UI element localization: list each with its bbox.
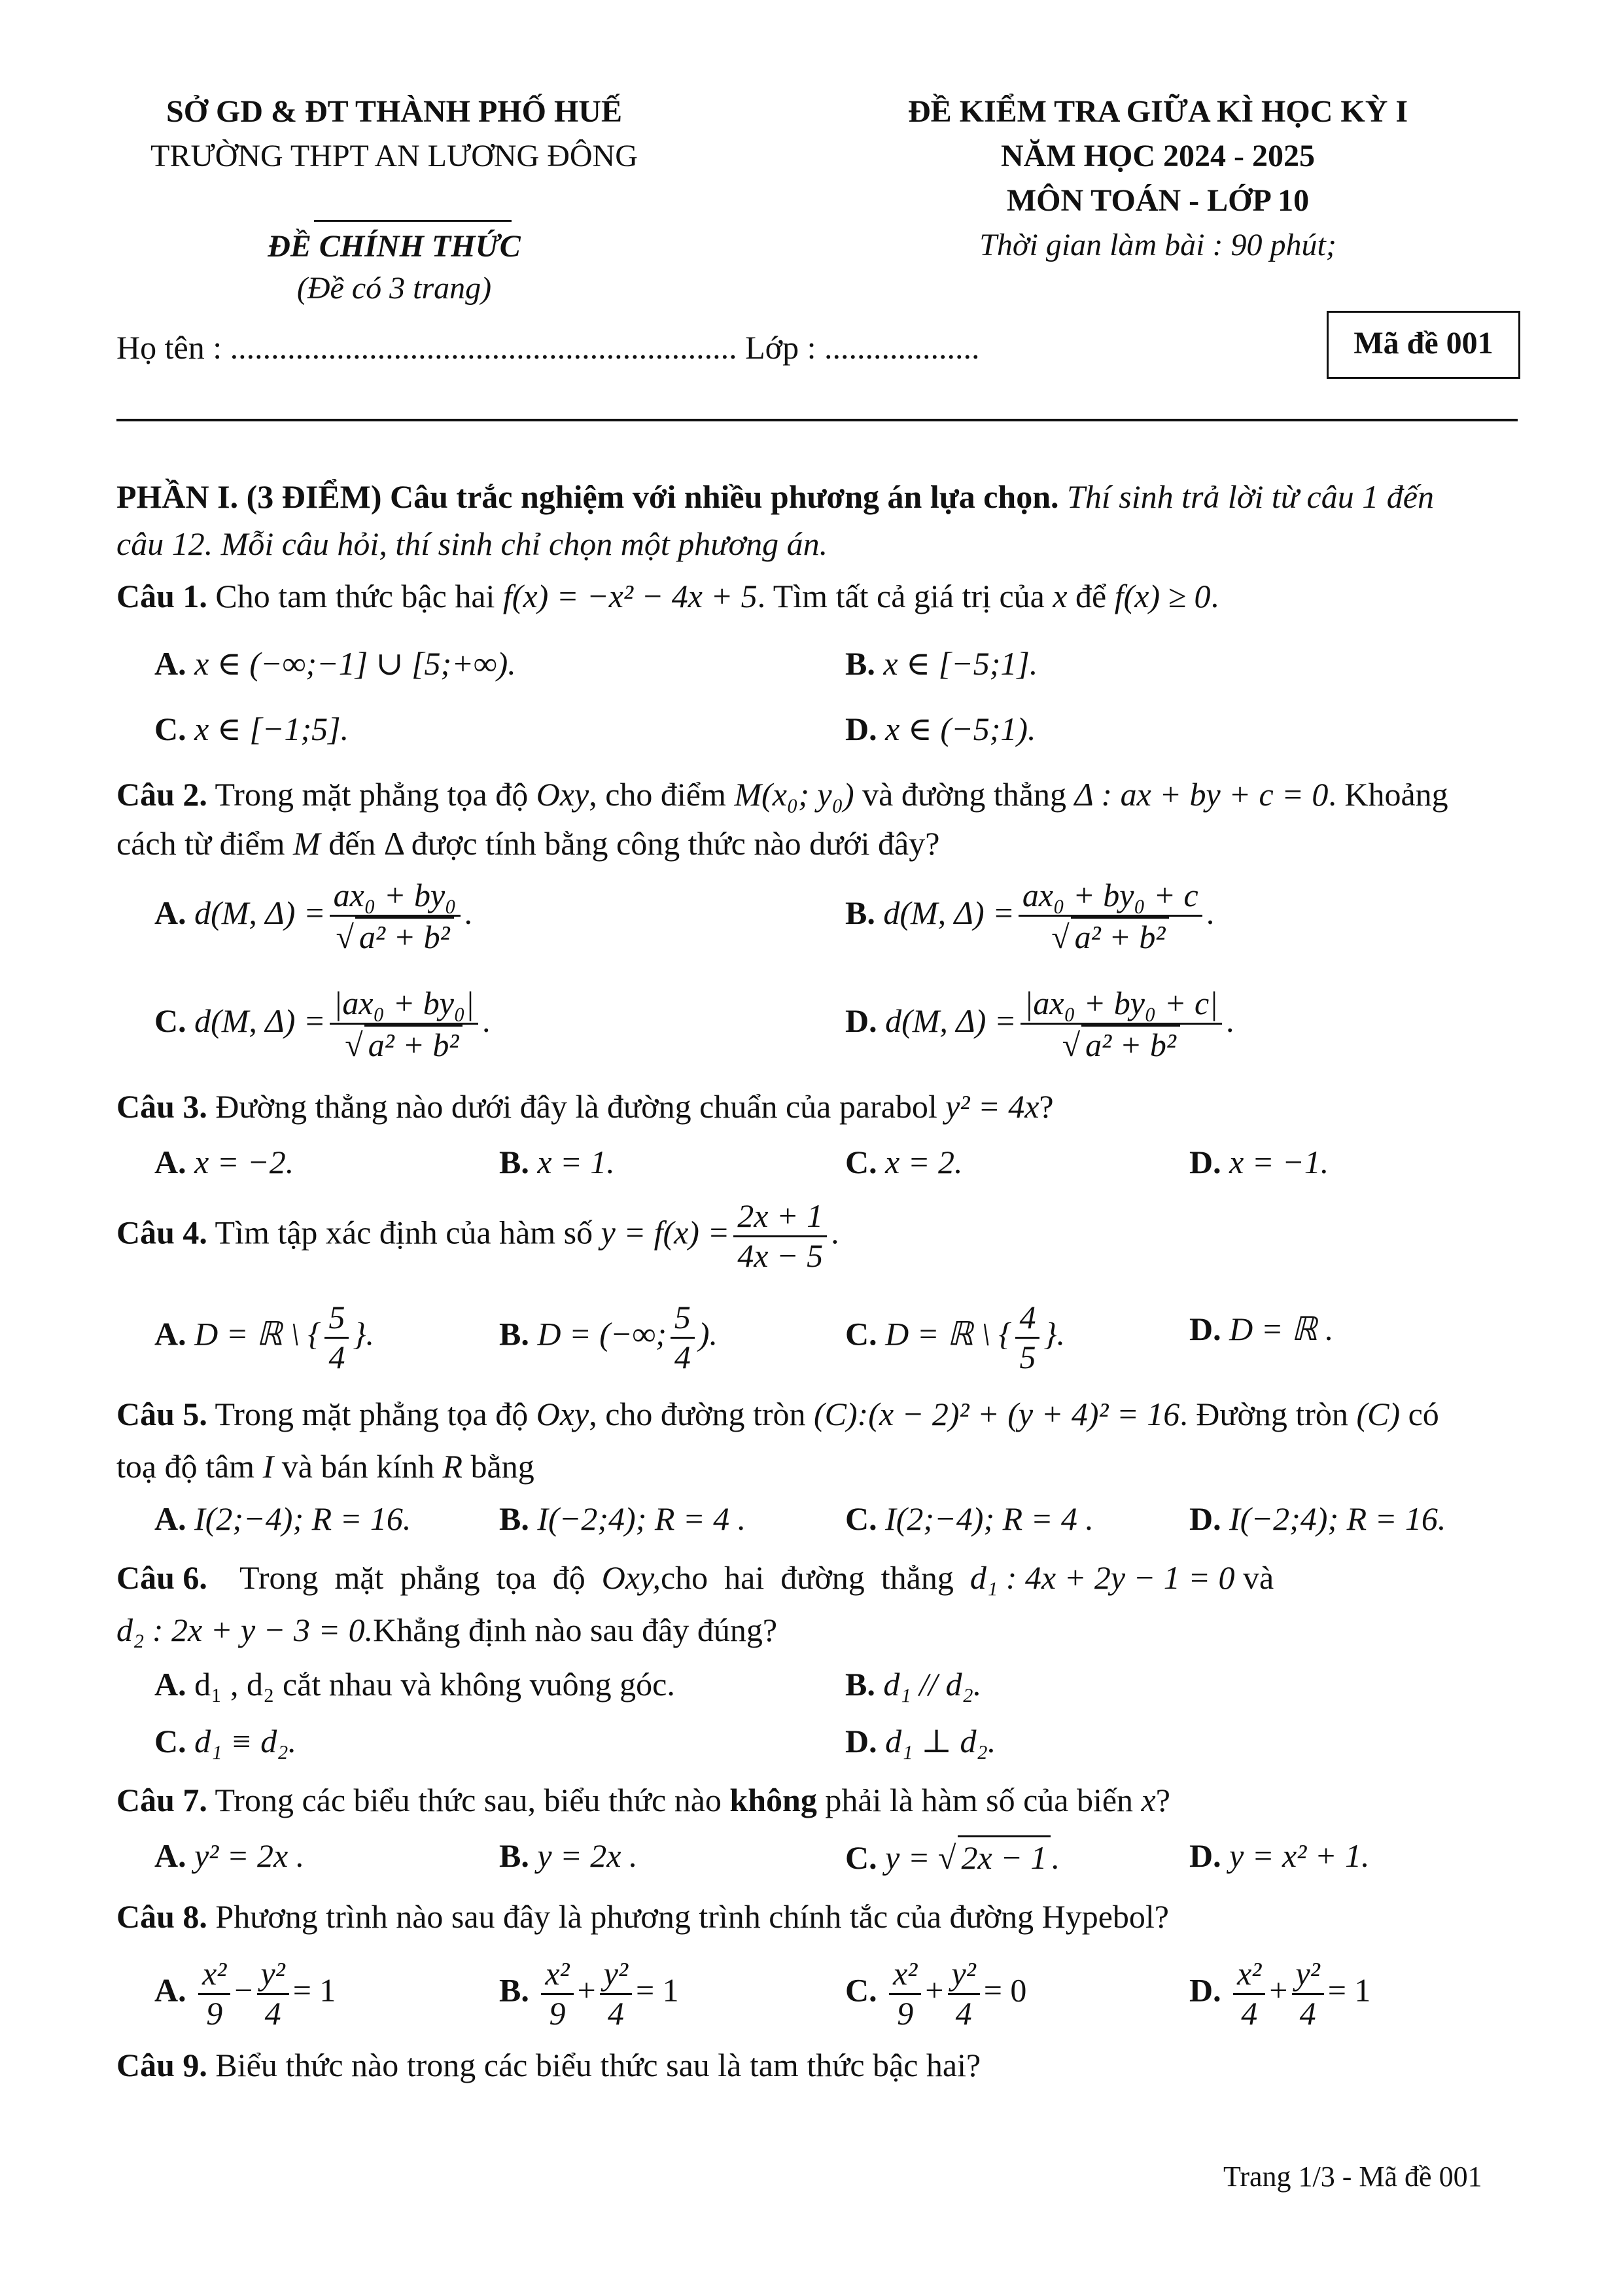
punctuation: . — [1206, 894, 1215, 931]
numerator: x² — [889, 1955, 921, 1995]
question-3 — [116, 1086, 1054, 1127]
question-5 — [116, 1394, 1439, 1434]
option-label: B. — [845, 645, 875, 682]
question-2 — [116, 774, 1448, 815]
q1-option-b — [845, 643, 1038, 684]
question-text: Trong mặt phẳng tọa độ — [239, 1559, 602, 1596]
part1-title-bold: PHẦN I. (3 ĐIỂM) Câu trắc nghiệm với nhiều phương án lựa chọn. — [116, 478, 1059, 515]
option-label: A. — [154, 1144, 186, 1180]
option-label: D. — [1189, 1500, 1221, 1537]
option-label: A. — [154, 1971, 186, 2009]
option-label: A. — [154, 1666, 186, 1703]
option-label: C. — [154, 1723, 186, 1759]
denominator: 4 — [264, 1994, 281, 2032]
fraction — [948, 1955, 980, 2032]
question-text: . Đường tròn — [1179, 1396, 1357, 1432]
question-label: Câu 2. — [116, 776, 207, 813]
q6-option-a — [154, 1664, 675, 1704]
sqrt-icon: √ — [1062, 1026, 1081, 1063]
numerator: 4 — [1015, 1299, 1039, 1339]
question-text: Khẳng định nào sau đây đúng? — [373, 1612, 778, 1648]
option-value: I(−2;4); R = 4 . — [537, 1500, 746, 1537]
part1-instruction-2: câu 12. Mỗi câu hỏi, thí sinh chỉ chọn một phương án. — [116, 525, 828, 562]
denominator: 4 — [1299, 1994, 1316, 2032]
q6-option-c — [154, 1721, 296, 1761]
school-year: NĂM HỌC 2024 - 2025 — [1001, 139, 1315, 173]
denominator: 9 — [549, 1994, 566, 2032]
option-label: B. — [499, 1971, 529, 2009]
option-label: D. — [845, 1002, 877, 1039]
math-expression: M(x₀; y₀) — [734, 776, 854, 813]
option-label: C. — [845, 1839, 877, 1876]
numerator: |ax₀ + by₀| — [330, 985, 478, 1025]
fraction — [1015, 1299, 1039, 1376]
numerator: ax₀ + by₀ + c — [1019, 877, 1202, 917]
option-value: d₁ ≡ d₂. — [194, 1723, 297, 1759]
question-label: Câu 6. — [116, 1559, 207, 1596]
option-value: d₁ // d₂. — [883, 1666, 982, 1703]
option-value: I(−2;4); R = 16. — [1229, 1500, 1446, 1537]
math-var: M — [293, 825, 321, 862]
option-value: d₁ , d₂ cắt nhau và không vuông góc. — [194, 1666, 675, 1703]
option-label: D. — [1189, 1144, 1221, 1180]
fraction — [330, 877, 461, 956]
denominator: 4 — [328, 1338, 345, 1375]
math-expression: y² = 4x — [945, 1088, 1039, 1125]
fraction — [889, 1955, 921, 2032]
page-footer: Trang 1/3 - Mã đề 001 — [1223, 2161, 1482, 2193]
q1-option-a — [154, 643, 516, 684]
exam-title: ĐỀ KIỂM TRA GIỮA KÌ HỌC KỲ I — [907, 94, 1408, 129]
q4-option-c — [845, 1299, 1065, 1376]
equation-rhs: = 1 — [635, 1971, 679, 2009]
math-expression: d₁ : 4x + 2y − 1 = 0 — [969, 1559, 1235, 1596]
math-expression: f(x) ≥ 0 — [1114, 578, 1211, 614]
numerator: x² — [198, 1955, 230, 1995]
math-expression: d(M, Δ) = — [883, 894, 1015, 931]
math-expression: D = (−∞; — [537, 1315, 667, 1352]
option-label: C. — [154, 1002, 186, 1039]
question-7 — [116, 1780, 1170, 1820]
option-label: B. — [499, 1837, 529, 1874]
math-expression: y = — [885, 1839, 930, 1876]
fraction — [257, 1955, 289, 2032]
math-expression: }. — [1043, 1315, 1065, 1352]
option-value: x ∈ (−∞;−1] ∪ [5;+∞). — [194, 645, 516, 682]
option-label: D. — [1189, 1837, 1221, 1874]
radicand: a² + b² — [1071, 917, 1170, 957]
denominator: 4x − 5 — [737, 1237, 824, 1274]
fraction — [600, 1955, 632, 2032]
punctuation: . — [831, 1214, 839, 1251]
question-text: Trong mặt phẳng tọa độ — [207, 776, 536, 813]
fraction — [330, 985, 478, 1064]
question-label: Câu 9. — [116, 2047, 207, 2083]
denominator: 9 — [206, 1994, 223, 2032]
math-expression: }. — [353, 1315, 374, 1352]
q2-option-d — [845, 985, 1234, 1064]
math-var: I — [262, 1448, 274, 1485]
question-text: , cho đường tròn — [589, 1396, 814, 1432]
math-expression: D = ℝ \ { — [885, 1315, 1012, 1352]
radicand: a² + b² — [364, 1025, 463, 1065]
option-label: B. — [845, 894, 875, 931]
fraction — [1021, 985, 1222, 1064]
math-var: x — [1053, 578, 1068, 614]
question-text: Đường thẳng nào dưới đây là đường chuẩn của parabol — [207, 1088, 946, 1125]
question-label: Câu 3. — [116, 1088, 207, 1125]
option-label: A. — [154, 1500, 186, 1537]
option-value: x = 2. — [885, 1144, 963, 1180]
q5-option-a — [154, 1498, 411, 1539]
question-text: , cho điểm — [589, 776, 735, 813]
fraction — [541, 1955, 573, 2032]
option-label: C. — [845, 1144, 877, 1180]
option-label: D. — [1189, 1311, 1221, 1347]
operator: + — [925, 1971, 944, 2009]
math-expression: f(x) = −x² − 4x + 5 — [502, 578, 758, 614]
option-label: C. — [154, 711, 186, 747]
name-class-line: Họ tên : .............................................................. Lớp : ................... — [116, 329, 980, 366]
q8-option-c — [845, 1955, 1026, 2032]
q5-option-b — [499, 1498, 746, 1539]
question-label: Câu 7. — [116, 1782, 207, 1818]
numerator: |ax₀ + by₀ + c| — [1021, 985, 1222, 1025]
question-text: và — [1234, 1559, 1274, 1596]
option-value: x = −2. — [194, 1144, 294, 1180]
math-expression: d₂ : 2x + y − 3 = 0. — [116, 1612, 374, 1648]
question-5-line2 — [116, 1446, 534, 1487]
question-label: Câu 5. — [116, 1396, 207, 1432]
math-expression: ). — [698, 1315, 718, 1352]
q3-option-a — [154, 1142, 294, 1182]
punctuation: . — [1051, 1839, 1059, 1876]
q3-option-b — [499, 1142, 615, 1182]
equation-rhs: = 1 — [1327, 1971, 1371, 2009]
denominator — [1021, 1025, 1222, 1065]
question-text: bằng — [462, 1448, 534, 1485]
denominator: 9 — [897, 1994, 914, 2032]
math-var: Oxy — [536, 1396, 589, 1432]
question-label: Câu 1. — [116, 578, 207, 614]
option-value: x ∈ [−1;5]. — [194, 711, 349, 747]
q8-option-a — [154, 1955, 336, 2032]
subject: MÔN TOÁN - LỚP 10 — [1006, 183, 1310, 218]
option-label: D. — [845, 1723, 877, 1759]
option-label: C. — [845, 1315, 877, 1352]
question-text: cho hai đường thẳng — [660, 1559, 970, 1596]
question-2-line2 — [116, 823, 939, 864]
math-expression: d(M, Δ) = — [194, 894, 326, 931]
math-expression: d(M, Δ) = — [885, 1002, 1017, 1039]
sqrt-icon: √ — [938, 1839, 956, 1876]
option-value: D = ℝ . — [1229, 1311, 1334, 1347]
q5-option-d — [1189, 1498, 1446, 1539]
school-name: TRƯỜNG THPT AN LƯƠNG ĐÔNG — [150, 139, 638, 173]
denominator — [330, 917, 461, 957]
question-text: . — [1210, 578, 1219, 614]
q3-option-c — [845, 1142, 963, 1182]
q4-option-a — [154, 1299, 374, 1376]
exam-code: Mã đề 001 — [1353, 326, 1493, 361]
radicand: 2x − 1 — [958, 1835, 1051, 1878]
option-label: C. — [845, 1500, 877, 1537]
question-text: . Khoảng — [1328, 776, 1448, 813]
question-text: Trong mặt phẳng tọa độ — [207, 1396, 536, 1432]
math-expression: y = f(x) = — [601, 1214, 730, 1251]
part1-instruction-1: Thí sinh trả lời từ câu 1 đến — [1058, 478, 1434, 515]
option-label: A. — [154, 645, 186, 682]
option-value: I(2;−4); R = 16. — [194, 1500, 411, 1537]
option-label: A. — [154, 1837, 186, 1874]
q8-option-d — [1189, 1955, 1370, 2032]
q2-option-a — [154, 877, 472, 956]
question-text: Phương trình nào sau đây là phương trình chính tắc của đường Hypebol? — [207, 1898, 1169, 1935]
q7-option-b — [499, 1835, 637, 1876]
sqrt-icon: √ — [345, 1026, 363, 1063]
question-text: và đường thẳng — [854, 776, 1075, 813]
denominator: 4 — [955, 1994, 972, 2032]
numerator: y² — [257, 1955, 289, 1995]
question-9 — [116, 2045, 981, 2085]
denominator: 4 — [1241, 1994, 1258, 2032]
sqrt-icon: √ — [1051, 918, 1070, 955]
q6-option-b — [845, 1664, 981, 1704]
math-var: Oxy, — [601, 1559, 661, 1596]
denominator — [1019, 917, 1202, 957]
question-1 — [116, 576, 1219, 616]
q4-option-d — [1189, 1309, 1334, 1349]
dept-name: SỞ GD & ĐT THÀNH PHỐ HUẾ — [166, 94, 622, 129]
question-text: . Tìm tất cả giá trị của — [757, 578, 1053, 614]
question-text: Trong các biểu thức sau, biểu thức nào — [207, 1782, 730, 1818]
radicand: a² + b² — [355, 917, 454, 957]
q2-option-b — [845, 877, 1214, 956]
official-label: ĐỀ CHÍNH THỨC — [268, 229, 521, 264]
numerator: y² — [1292, 1955, 1324, 1995]
q5-option-c — [845, 1498, 1094, 1539]
option-label: B. — [499, 1315, 529, 1352]
math-expression: d(M, Δ) = — [194, 1002, 326, 1039]
option-label: B. — [499, 1144, 529, 1180]
question-label: Câu 4. — [116, 1214, 207, 1251]
radicand: a² + b² — [1081, 1025, 1180, 1065]
option-value: x = −1. — [1229, 1144, 1329, 1180]
sqrt-icon: √ — [336, 918, 354, 955]
question-text: phải là hàm số của biến — [816, 1782, 1142, 1818]
question-6-line2 — [116, 1610, 777, 1650]
equation-rhs: = 1 — [292, 1971, 336, 2009]
denominator: 5 — [1019, 1338, 1036, 1375]
option-label: A. — [154, 894, 186, 931]
q1-option-c — [154, 709, 349, 749]
fraction — [1292, 1955, 1324, 2032]
operator: + — [1269, 1971, 1288, 2009]
math-expression: (C):(x − 2)² + (y + 4)² = 16 — [814, 1396, 1180, 1432]
option-label: C. — [845, 1971, 877, 2009]
time-limit: Thời gian làm bài : 90 phút; — [979, 228, 1336, 262]
question-label: Câu 8. — [116, 1898, 207, 1935]
numerator: y² — [948, 1955, 980, 1995]
option-label: D. — [845, 711, 877, 747]
q4-option-b — [499, 1299, 718, 1376]
q7-option-a — [154, 1835, 304, 1876]
header-underline — [314, 220, 512, 222]
question-6 — [116, 1557, 1518, 1598]
header-divider — [116, 419, 1518, 421]
math-var: R — [442, 1448, 463, 1485]
option-value: x ∈ [−5;1]. — [883, 645, 1038, 682]
numerator: x² — [1233, 1955, 1265, 1995]
numerator: x² — [541, 1955, 573, 1995]
q8-option-b — [499, 1955, 679, 2032]
page-count-note: (Đề có 3 trang) — [296, 271, 492, 306]
fraction — [671, 1299, 695, 1376]
option-label: A. — [154, 1315, 186, 1352]
option-value: x = 1. — [537, 1144, 615, 1180]
denominator — [330, 1025, 478, 1065]
question-text: để — [1067, 578, 1115, 614]
fraction — [324, 1299, 349, 1376]
option-value: y = 2x . — [537, 1837, 638, 1874]
fraction — [733, 1197, 827, 1275]
q3-option-d — [1189, 1142, 1329, 1182]
question-text: ? — [1155, 1782, 1170, 1818]
question-text: toạ độ tâm — [116, 1448, 263, 1485]
question-4 — [116, 1197, 839, 1275]
option-value: y = x² + 1. — [1229, 1837, 1370, 1874]
question-text: có — [1400, 1396, 1439, 1432]
math-expression: Δ : ax + by + c = 0 — [1074, 776, 1329, 813]
operator: + — [577, 1971, 596, 2009]
part1-title — [116, 476, 1434, 517]
option-value: y² = 2x . — [194, 1837, 305, 1874]
question-text: Biểu thức nào trong các biểu thức sau là tam thức bậc hai? — [207, 2047, 981, 2083]
punctuation: . — [1225, 1002, 1234, 1039]
option-label: B. — [845, 1666, 875, 1703]
fraction — [1233, 1955, 1265, 2032]
denominator: 4 — [674, 1338, 691, 1375]
question-text: ? — [1039, 1088, 1054, 1125]
numerator: 2x + 1 — [733, 1197, 827, 1237]
question-text: cách từ điểm — [116, 825, 294, 862]
q2-option-c — [154, 985, 491, 1064]
punctuation: . — [482, 1002, 491, 1039]
q7-option-d — [1189, 1835, 1369, 1876]
option-value: d₁ ⊥ d₂. — [885, 1723, 996, 1759]
equation-rhs: = 0 — [983, 1971, 1027, 2009]
q7-option-c — [845, 1835, 1059, 1878]
option-value: x ∈ (−5;1). — [885, 711, 1036, 747]
option-label: B. — [499, 1500, 529, 1537]
denominator: 4 — [607, 1994, 624, 2032]
q1-option-d — [845, 709, 1036, 749]
question-text: Cho tam thức bậc hai — [207, 578, 503, 614]
numerator: 5 — [324, 1299, 349, 1339]
math-expression: D = ℝ \ { — [194, 1315, 321, 1352]
math-var: (C) — [1356, 1396, 1401, 1432]
math-var: Oxy — [536, 776, 589, 813]
numerator: ax₀ + by₀ — [330, 877, 461, 917]
emphasis: không — [729, 1782, 817, 1818]
option-value: I(2;−4); R = 4 . — [885, 1500, 1094, 1537]
numerator: y² — [600, 1955, 632, 1995]
question-text: Tìm tập xác định của hàm số — [207, 1214, 601, 1251]
numerator: 5 — [671, 1299, 695, 1339]
option-label: D. — [1189, 1971, 1221, 2009]
q6-option-d — [845, 1721, 996, 1761]
operator: − — [234, 1971, 253, 2009]
fraction — [198, 1955, 230, 2032]
question-text: và bán kính — [273, 1448, 443, 1485]
question-8 — [116, 1896, 1169, 1937]
punctuation: . — [464, 894, 473, 931]
question-text: đến Δ được tính bằng công thức nào dưới đây? — [320, 825, 940, 862]
math-var: x — [1141, 1782, 1156, 1818]
fraction — [1019, 877, 1202, 956]
